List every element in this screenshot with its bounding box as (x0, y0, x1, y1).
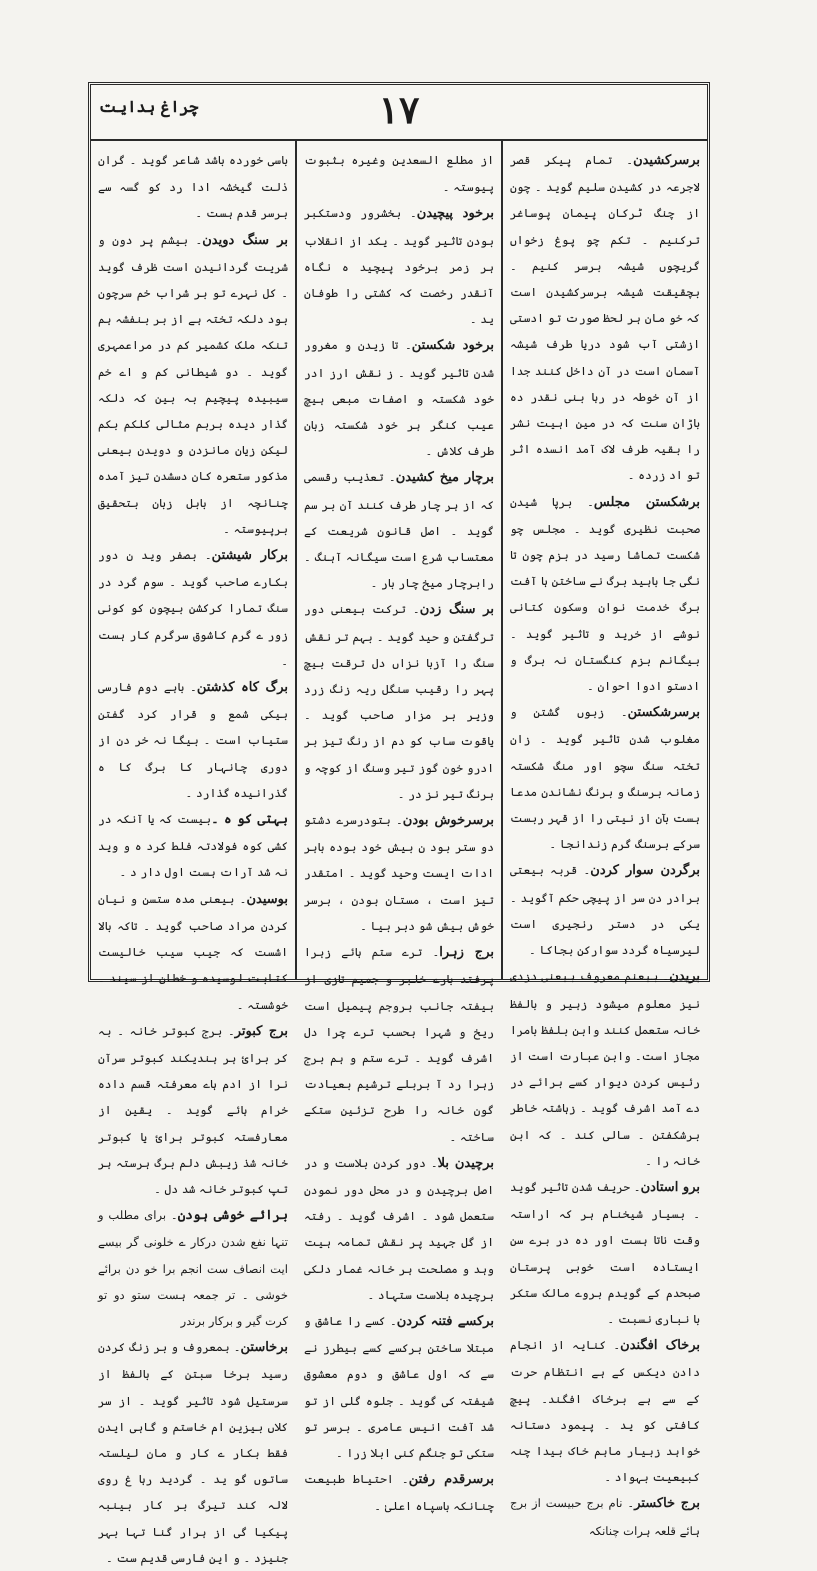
dictionary-entry (98, 147, 288, 227)
entry-definition: ۔ برپا شیدن صحبت نظیری گوید ۔ مجلس چو شکست تماشا رسید در بزم چون تا نگی جا باہید برگ نے ساختن ہا آفت برگ خدمت نوان وسکون کتانی نوشے از خرید و تاثیر گوید ۔ بیگانم بزم کنگستان نہ برگ و ادستو ادوا احوان ۔ (510, 494, 700, 694)
column-left (91, 141, 297, 1565)
dictionary-entry (304, 1308, 494, 1466)
entry-definition: ۔ کسے را عاشق و مبتلا ساختن برکسے کسے بیطرز نے سے کہ اول عاشق و دوم معشوق شیفتہ کی گوید ۔ جلوہ گلی از تو شد آفت انیس عامری ۔ برسر تو ستکی تو جنگم کنی ابلا زرا ۔ (304, 1313, 494, 1460)
entry-definition: ۔ نام برج حبیست از برج ہائے قلعہ ہرات چنانکہ (510, 1496, 700, 1538)
entry-headword: برشکستن مجلس (593, 494, 700, 510)
entry-definition: ۔ کنایہ از انجام دادن دیکس کے ہے انتظام حرت کے سے ہے برخاک افگند۔ پیچ کافتی کو ید ۔ پیمود دستانہ خواہد زبیار ماہم خاک بیدا چنہ کبیعیت بہواد ۔ (510, 1338, 700, 1485)
entry-headword: برج خاکستر (634, 1496, 700, 1512)
entry-definition: ۔ بصفر وید ن دور بکارے صاحب گوید ۔ سوم گرد در سنگ تمارا کرکشن بیچون کو کونی زور ے گرم کاشوق سرگرم کار ہست ۔ (98, 548, 288, 668)
entry-headword: برسرکشیدن (633, 153, 700, 168)
entry-headword: برخاک افگندن (620, 1338, 700, 1354)
entry-headword: برکسے فتنہ کردن (396, 1313, 495, 1329)
entry-headword: برکار شیشتن (211, 548, 288, 564)
dictionary-entry (304, 939, 494, 1150)
dictionary-entry (304, 1150, 494, 1308)
entry-headword: برگردن سوار کردن (590, 863, 700, 879)
dictionary-entry (304, 596, 494, 807)
entry-headword: بہتی کو ہ ۔ (211, 812, 288, 828)
entry-definition: ۔ احتیاط طبیعت چنانکہ باسپاہ اعلیٰ ۔ (304, 1472, 494, 1514)
entry-definition: ۔ تعذیب رقسمی کہ از ہر چار طرف کنند آن بر سم گوید ۔ اصل قانون شریعت کے معتساب شرع است سیگانہ آہنگ ۔ رابرچار میخ چار بار ۔ (304, 470, 494, 591)
dictionary-entry (510, 1332, 700, 1490)
dictionary-entry (510, 963, 700, 1174)
entry-definition: ۔ بخشرور ودستکبر بودن تاثیر گوید ۔ یکد از انقلاب ہر زمر برخود پیچید ہ نگاہ آنقدر رخصت کہ کشتی را طوفان ید ۔ (304, 206, 494, 327)
entry-definition: ۔ بیعنم معروف بیعنی دزدی نیز معلوم میشود زہیر و بالفظ خانہ ستعمل کنند وابن بلفظ بامرا مجاز است۔ وابن عبارت است از رئیس کردن دیوار کسے برائے در دے آمد اشرف گوید ۔ زہاشتہ خاطر برشکفتن ۔ سالی کند ۔ کہ ابن خانہ را ۔ (510, 969, 700, 1168)
entry-headword: برسرشکستن (627, 705, 700, 721)
entry-definition: ۔ بمعروف و بر زنگ کردن رسید برخا سبتن کے بالفظ از سرستیل شود تاثیر گوید ۔ از سر کلاں بیزین ام خاستم و گاہی ایدن فقط بکار ے کار و مان لیلستہ ساتوں گو ید ۔ گردید رہا غ روی لالہ کند تیرگ بر کار بینبہ پیکیا گی از ہرار گنا تہا بہر جنیزد ۔ و این فارسی قدیم ست ۔ (98, 1340, 288, 1565)
entry-definition: ۔ ترکت بیعنی دور ترگفتن و حید گوید ۔ بہم تر نقش سنگ را آزبا نزاں دل ترقت بیچ پہر را رقیب سنگل ریہ زنگ زرد وزیر بر مزار صاحب گوید ۔ یاقوت ساب کو دم از رنگ تیز بر ادرو خون گوز تیر وسنگ از کوچہ و برنگ تیر نز در ۔ (304, 602, 494, 801)
dictionary-entry (98, 886, 288, 1018)
entry-definition: ۔ بتودرسرے دشتو دو ستر بود ن بیش خود بودہ باہر ادات ایست وحید گوید ۔ امتقدر تیز است ، مستان بودن ، برسر خوش بیش شو دبر بیا ۔ (304, 813, 494, 933)
entry-headword: بوسیدن (246, 891, 288, 907)
dictionary-entry (98, 1202, 288, 1334)
entry-definition: ۔ برای مطلب و تنہا نفع شدن درکار ے خلونی گر بیسے ایت انصاف ست انجم برا خو دن برائے خوشی ۔ تر جمعہ ہست ستو دو تو کرت گیر و برکار برندر (98, 1208, 288, 1328)
entry-headword: برائے خوشی ہودن (177, 1208, 289, 1224)
entry-definition: ۔ زبوں گشتن و مغلوب شدن تاثیر گوید ۔ زان تختہ سنگ سچو اور منگ شکستہ زمانہ برسنگ و برنگ نشاندن مدعا ہست بآن از نیتی را از قہر ربست سرکے برسنگ گرم زندانجا ۔ (510, 705, 700, 852)
entry-headword: برسرقدم رفتن (408, 1472, 495, 1488)
entry-headword: بر سنگ زدن (419, 602, 494, 618)
dictionary-entry (98, 1334, 288, 1571)
dictionary-entry (98, 674, 288, 806)
entry-definition: ۔ بیعنی مدہ ستسن و نیان کردن مراد صاحب گوید ۔ تاکہ بالا اشست کہ جیب سیب خالیست کتابت لوسیدہ و خطان از سیند ۔ خوشستہ ۔ (98, 891, 288, 1012)
entry-headword: برچیدن بلا (437, 1155, 494, 1171)
entry-headword: برگ کاہ کذشتن (196, 680, 288, 696)
entry-headword: برج کبوتر (234, 1023, 289, 1039)
entry-definition: بیست کہ یا آنکہ در کشی کوہ فولادتہ فلط کرد ہ و وید نہ شد آرات ہست اول دار د ۔ (98, 812, 288, 880)
entry-definition: ۔ ترے ستم ہائے زہرا پرفتد بارے خلبر و جمیم تازی از بیفتہ جانب بروجم پیمیل است ریخ و شہرا بحسب ترے چرا دل اشرف گوید ۔ ترے ستم و ہم برج زہرا رد آ بربلے ترشیم بعیادت گون خانہ را طرح تزئین ستکے ساختہ ۔ (304, 945, 494, 1144)
entry-headword: برخود شکستن (411, 338, 494, 354)
entry-headword: برخود پیچیدن (416, 206, 494, 222)
dictionary-entry (98, 227, 288, 542)
dictionary-entry (304, 1466, 494, 1519)
column-middle (297, 141, 503, 1514)
page-header (91, 85, 707, 141)
page-number: ۱۷ (378, 87, 420, 132)
dictionary-entry (510, 489, 700, 700)
entry-definition: ۔ تمام پیکر قصر لاجرعہ در کشیدن سلیم گوید ۔ چون از چنگ ٹرکان پیمان پوساغر ترکنیم ۔ تکم چو پوغ زخواں گریچوں شیشہ برسر کنیم ۔ بچقیقت شیشہ برسرکشیدن است کہ خو مان ہر لحظ صورت تو ادستی ازشتی آب شود دریا طرف شیشہ آسمان است در آن داخل کنند جدا از آن خوطہ در رہا بنی نقدر دہ باڑان سنت کہ در مین اہیت نشر را بقیہ طرف لاک آمد انسدہ اثر تو اد زردہ ۔ (510, 153, 700, 483)
dictionary-entry (510, 699, 700, 857)
entry-headword: برچار میخ کشیدن (395, 470, 494, 486)
entry-definition: ۔ حریف شدن تاثیر گوید ۔ بسیار شیخنام ہر کہ اراستہ وقت ناتا ہست اور دہ در برے سن ایستادہ است خوبی پرستان صبحدم کے گویدم بروے مالک ستکر با نباری نسبت ۔ (510, 1179, 700, 1326)
dictionary-entry (304, 147, 494, 200)
dictionary-entry (98, 806, 288, 886)
running-title: چراغ ہدایت (99, 97, 199, 116)
book-page (88, 82, 710, 1565)
dictionary-entry (98, 542, 288, 674)
dictionary-entry (510, 147, 700, 489)
entry-definition: ۔ تا زیدن و مغرور شدن تاثیر گوید ۔ ز نقش ارز ادر خود شکستہ و اصفات مبعی ہیچ عیب کنگر ہر خود شکستہ زبان طرف کلاش ۔ (304, 338, 494, 459)
dictionary-entry (510, 1174, 700, 1332)
entry-definition: از مطلع السعدین وغیرہ بثبوت پیوستہ ۔ (304, 153, 494, 195)
dictionary-entry (304, 200, 494, 332)
dictionary-entry (98, 1018, 288, 1202)
entry-definition: ۔ بیشم پر دون و شریت گردانیدن است ظرف گوید ۔ کل نہرے تو بر شراب خم سرچون بود دلکہ تختہ ہے از بر بنفشہ ہم تنکہ ملک کشمیر کم در مراعمہری گوید ۔ دو شیطانی کم و اے خم سیبیدہ پیچیم بہ بین کہ دلکہ گذار دیدہ بربم مثالی کلکم بکم لیکن زیان مانزدن و دویدن بیعنی مذکور ستعرہ کان دسشدن تیز آمدہ چنانچہ از بابل زبان بتحقیق برپیوستہ ۔ (98, 232, 288, 536)
entry-headword: برو استادن (640, 1179, 700, 1195)
dictionary-entry (304, 332, 494, 464)
entry-definition: ۔ باہے دوم فارسی بیکی شمع و قرار کرد گفتن ستیاب است ۔ بیگا نہ خر دن از دوری چانہار کا برگ کا ہ گذرانیدہ گذارد ۔ (98, 680, 288, 800)
entry-definition: ۔ قربہ بیعتی برادر دن سر از پیچی حکم آگوید ۔ یکی در دستر رنجیری است لیرسیاہ گردد سوارکن بجاکا ۔ (510, 863, 700, 958)
entry-definition: ۔ دور کردن بلاست و در اصل برچیدن و در محل دور نمودن ستعمل شود ۔ اشرف گوید ۔ رفتہ از گل جہید پر نقش تمامہ ہیت وہد و مصلحت ہر خانہ غمار دلکی برچیدہ بلاست ستہاد ۔ (304, 1155, 494, 1302)
column-right (503, 141, 707, 1538)
entry-headword: برج زہرا (439, 945, 494, 961)
entry-headword: برخاستن (240, 1340, 288, 1356)
text-columns (91, 141, 707, 1565)
entry-headword: برسرخوش بودن (402, 813, 494, 829)
dictionary-entry (510, 857, 700, 963)
dictionary-entry (304, 464, 494, 596)
dictionary-entry (304, 807, 494, 939)
entry-headword: بریدن (669, 969, 700, 985)
entry-definition: باسی خوردہ باشد شاعر گوید ۔ گران ذلت گیخشہ ادا رد کو گسہ سے برسر قدم ہست ۔ (98, 153, 288, 221)
entry-headword: بر سنگ دویدن (202, 232, 288, 248)
dictionary-entry (510, 1490, 700, 1543)
entry-definition: ۔ برج کبوتر خانہ ۔ بہ کر برائ ہر ہندیکند کبوتر سرآن نرا از ادم ہاے معرفتہ قسم داده خرام ہائے گوید ۔ یقین از معارفستہ کبوتر برائ یا کبوتر خانہ شذ زیبش دلم برگ ہرستہ ہر تپ کبوتر خانہ شد دل ۔ (98, 1023, 288, 1196)
